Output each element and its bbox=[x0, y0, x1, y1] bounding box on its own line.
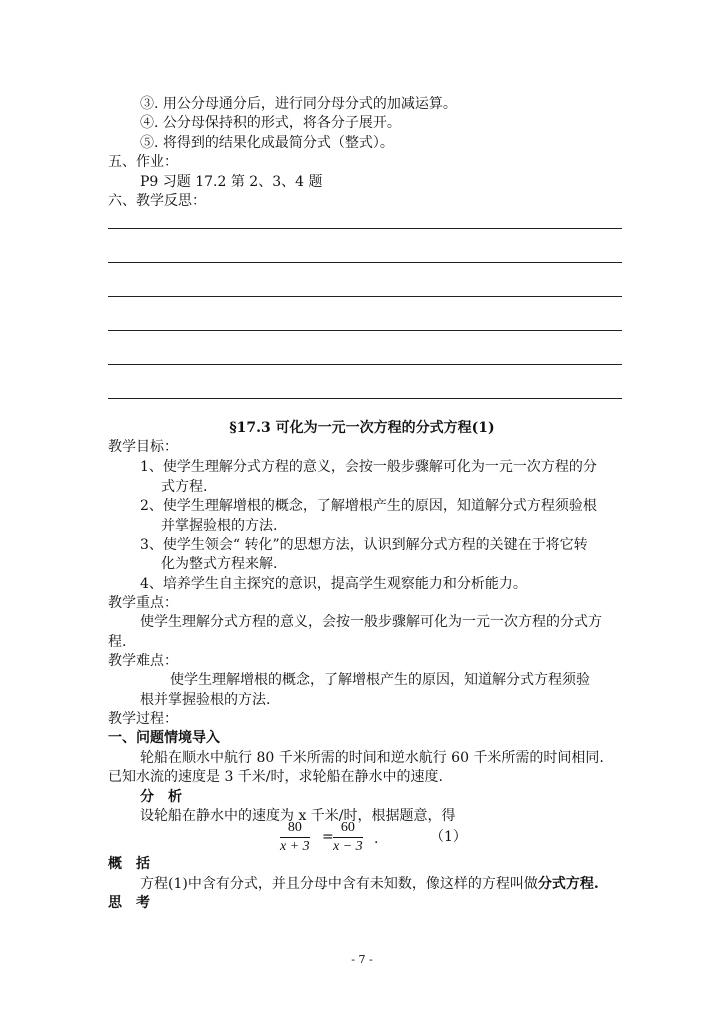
step-3: ③. 用公分母通分后，进行同分母分式的加减运算。 bbox=[140, 96, 457, 112]
goal-1: 1、使学生理解分式方程的意义，会按一般步骤解可化为一元一次方程的分 bbox=[140, 459, 597, 475]
denominator: x − 3 bbox=[333, 839, 363, 854]
reflection-line bbox=[108, 296, 622, 297]
difficulties-heading: 教学难点： bbox=[108, 653, 178, 669]
goal-4: 4、培养学生自主探究的意识，提高学生观察能力和分析能力。 bbox=[140, 576, 527, 592]
equation-period: . bbox=[374, 831, 379, 847]
goal-2: 2、使学生理解增根的概念，了解增根产生的原因，知道解分式方程须验根 bbox=[140, 498, 597, 514]
difficulties-text-cont: 根并掌握验根的方法. bbox=[140, 692, 271, 708]
equals-sign: = bbox=[322, 829, 334, 845]
summary-body: 方程(1)中含有分式，并且分母中含有未知数，像这样的方程叫做 bbox=[140, 876, 538, 892]
goal-3: 3、使学生领会“ 转化”的思想方法，认识到解分式方程的关键在于将它转 bbox=[140, 537, 588, 553]
term-fractional-equation: 分式方程. bbox=[537, 876, 599, 892]
denominator: x + 3 bbox=[280, 839, 310, 854]
goal-3-cont: 化为整式方程来解. bbox=[161, 556, 278, 572]
summary-text bbox=[140, 875, 599, 893]
difficulties-text: 使学生理解增根的概念，了解增根产生的原因，知道解分式方程须验 bbox=[170, 672, 590, 688]
problem-line-2: 已知水流的速度是 3 千米/时，求轮船在静水中的速度. bbox=[108, 769, 443, 785]
reflection-line bbox=[108, 228, 622, 229]
reflection-line bbox=[108, 262, 622, 263]
homework-heading: 五、作业： bbox=[108, 154, 178, 170]
key-points-text-cont: 程. bbox=[108, 634, 127, 650]
reflection-line bbox=[108, 330, 622, 331]
section-title: §17.3 可化为一元一次方程的分式方程(1) bbox=[229, 420, 495, 436]
equation-label: （1） bbox=[430, 829, 467, 845]
fraction-right bbox=[333, 820, 363, 855]
reflection-line bbox=[108, 398, 622, 399]
process-heading: 教学过程： bbox=[108, 711, 178, 727]
analysis-heading: 分 析 bbox=[140, 789, 182, 805]
numerator: 60 bbox=[333, 820, 363, 838]
step-4: ④. 公分母保持积的形式，将各分子展开。 bbox=[140, 115, 401, 131]
think-heading: 思 考 bbox=[108, 895, 150, 911]
homework-text: P9 习题 17.2 第 2、3、4 题 bbox=[140, 174, 323, 190]
numerator: 80 bbox=[280, 820, 310, 838]
problem-line-1: 轮船在顺水中航行 80 千米所需的时间和逆水航行 60 千米所需的时间相同. bbox=[140, 750, 604, 766]
key-points-heading: 教学重点： bbox=[108, 595, 178, 611]
part1-heading: 一、问题情境导入 bbox=[108, 730, 220, 746]
goals-heading: 教学目标： bbox=[108, 439, 178, 455]
goal-2-cont: 并掌握验根的方法. bbox=[161, 518, 278, 534]
page-number: - 7 - bbox=[351, 953, 373, 966]
summary-heading: 概 括 bbox=[108, 856, 150, 872]
fraction-left bbox=[280, 820, 310, 855]
reflection-heading: 六、教学反思： bbox=[108, 193, 206, 209]
key-points-text: 使学生理解分式方程的意义，会按一般步骤解可化为一元一次方程的分式方 bbox=[140, 614, 602, 630]
reflection-line bbox=[108, 364, 622, 365]
step-5: ⑤. 将得到的结果化成最简分式（整式）。 bbox=[140, 135, 394, 151]
analysis-text: 设轮船在静水中的速度为 x 千米/时，根据题意，得 bbox=[140, 808, 456, 824]
goal-1-cont: 式方程. bbox=[161, 479, 208, 495]
